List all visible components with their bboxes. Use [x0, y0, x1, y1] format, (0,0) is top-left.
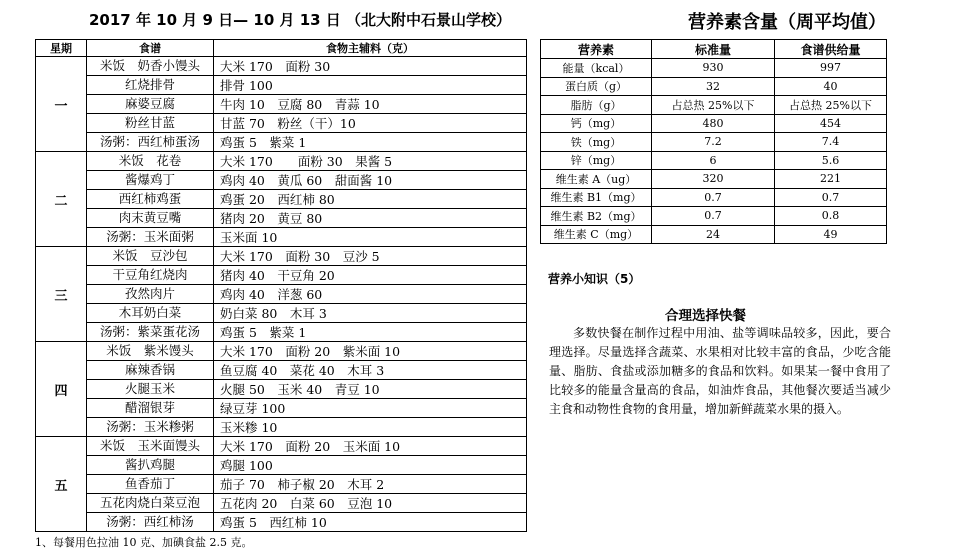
header-weekday: 星期	[36, 40, 87, 57]
menu-row	[36, 209, 527, 228]
menu-row	[36, 76, 527, 95]
nutrient-name-cell: 维生素 A（ug）	[541, 170, 652, 189]
menu-row	[36, 418, 527, 437]
dish-cell: 醋溜银芽	[87, 399, 214, 418]
menu-row	[36, 380, 527, 399]
menu-row	[36, 228, 527, 247]
ingredient-cell: 大米 170 面粉 30	[214, 57, 527, 76]
nutrition-row	[541, 207, 887, 226]
nutrition-row	[541, 114, 887, 133]
menu-row	[36, 437, 527, 456]
supply-value-cell: 7.4	[775, 133, 887, 152]
menu-row	[36, 342, 527, 361]
menu-row	[36, 361, 527, 380]
supply-value-cell: 49	[775, 225, 887, 244]
ingredient-cell: 大米 170 面粉 20 紫米面 10	[214, 342, 527, 361]
nutrition-row	[541, 133, 887, 152]
weekday-cell: 二	[36, 152, 87, 247]
ingredient-cell: 鸡肉 40 黄瓜 60 甜面酱 10	[214, 171, 527, 190]
dish-cell: 红烧排骨	[87, 76, 214, 95]
menu-row	[36, 133, 527, 152]
menu-row	[36, 57, 527, 76]
menu-row	[36, 114, 527, 133]
nutrient-name-cell: 铁（mg）	[541, 133, 652, 152]
supply-value-cell: 0.7	[775, 188, 887, 207]
dish-cell: 米饭 紫米馒头	[87, 342, 214, 361]
nutrition-table	[540, 39, 887, 244]
ingredient-cell: 鸡蛋 5 西红柿 10	[214, 513, 527, 532]
header-nutrient: 营养素	[541, 40, 652, 59]
menu-row	[36, 304, 527, 323]
supply-value-cell: 997	[775, 59, 887, 78]
ingredient-cell: 猪肉 20 黄豆 80	[214, 209, 527, 228]
menu-row	[36, 513, 527, 532]
dish-cell: 酱爆鸡丁	[87, 171, 214, 190]
standard-value-cell: 占总热 25%以下	[652, 96, 775, 115]
supply-value-cell: 40	[775, 77, 887, 96]
standard-value-cell: 930	[652, 59, 775, 78]
supply-value-cell: 占总热 25%以下	[775, 96, 887, 115]
menu-row	[36, 399, 527, 418]
nutrient-name-cell: 锌（mg）	[541, 151, 652, 170]
menu-row	[36, 171, 527, 190]
supply-value-cell: 5.6	[775, 151, 887, 170]
ingredient-cell: 猪肉 40 干豆角 20	[214, 266, 527, 285]
menu-row	[36, 95, 527, 114]
article-body: 多数快餐在制作过程中用油、盐等调味品较多，因此，要合理选择。尽量选择含蔬菜、水果相对比较丰富的食品，少吃含能量、脂肪、食盐或添加糖多的食品和饮料。如果某一餐中食用了比较多的能量含量高的食品，如油炸食品，其他餐次要适当减少主食和动物性食物的食用量，增加新鲜蔬菜水果的摄入。	[549, 326, 891, 416]
dish-cell: 米饭 玉米面馒头	[87, 437, 214, 456]
nutrient-name-cell: 蛋白质（g）	[541, 77, 652, 96]
header-ingredients: 食物主辅料（克）	[214, 40, 527, 57]
dish-cell: 粉丝甘蓝	[87, 114, 214, 133]
menu-header-row	[36, 40, 527, 57]
header-recipe: 食谱	[87, 40, 214, 57]
nutrient-name-cell: 维生素 C（mg）	[541, 225, 652, 244]
standard-value-cell: 24	[652, 225, 775, 244]
nutrition-header-row	[541, 40, 887, 59]
dish-cell: 麻辣香锅	[87, 361, 214, 380]
supply-value-cell: 454	[775, 114, 887, 133]
nutrition-row	[541, 170, 887, 189]
nutrition-row	[541, 151, 887, 170]
nutrient-name-cell: 钙（mg）	[541, 114, 652, 133]
footnote: 1、每餐用色拉油 10 克、加碘食盐 2.5 克。	[35, 536, 253, 549]
dish-cell: 五花肉烧白菜豆泡	[87, 494, 214, 513]
dish-cell: 木耳奶白菜	[87, 304, 214, 323]
dish-cell: 孜然肉片	[87, 285, 214, 304]
article-title: 合理选择快餐	[665, 308, 746, 324]
dish-cell: 米饭 豆沙包	[87, 247, 214, 266]
weekday-cell: 三	[36, 247, 87, 342]
header-supply: 食谱供给量	[775, 40, 887, 59]
ingredient-cell: 大米 170 面粉 30 果酱 5	[214, 152, 527, 171]
ingredient-cell: 大米 170 面粉 30 豆沙 5	[214, 247, 527, 266]
nutrient-name-cell: 维生素 B1（mg）	[541, 188, 652, 207]
standard-value-cell: 320	[652, 170, 775, 189]
ingredient-cell: 茄子 70 柿子椒 20 木耳 2	[214, 475, 527, 494]
dish-cell: 鱼香茄丁	[87, 475, 214, 494]
menu-row	[36, 247, 527, 266]
ingredient-cell: 火腿 50 玉米 40 青豆 10	[214, 380, 527, 399]
menu-row	[36, 152, 527, 171]
menu-row	[36, 456, 527, 475]
ingredient-cell: 鸡蛋 20 西红柿 80	[214, 190, 527, 209]
ingredient-cell: 鸡腿 100	[214, 456, 527, 475]
dish-cell: 汤粥：玉米糁粥	[87, 418, 214, 437]
menu-row	[36, 266, 527, 285]
nutrition-title: 营养素含量（周平均值）	[688, 12, 886, 33]
menu-title: 2017 年 10 月 9 日— 10 月 13 日 （北大附中石景山学校）	[88, 11, 512, 29]
ingredient-cell: 玉米面 10	[214, 228, 527, 247]
dish-cell: 肉末黄豆嘴	[87, 209, 214, 228]
nutrition-row	[541, 225, 887, 244]
nutrient-name-cell: 脂肪（g）	[541, 96, 652, 115]
knowledge-heading: 营养小知识（5）	[548, 272, 641, 286]
dish-cell: 汤粥：玉米面粥	[87, 228, 214, 247]
nutrition-row	[541, 77, 887, 96]
ingredient-cell: 牛肉 10 豆腐 80 青蒜 10	[214, 95, 527, 114]
header-standard: 标准量	[652, 40, 775, 59]
ingredient-cell: 五花肉 20 白菜 60 豆泡 10	[214, 494, 527, 513]
standard-value-cell: 0.7	[652, 207, 775, 226]
standard-value-cell: 0.7	[652, 188, 775, 207]
dish-cell: 酱扒鸡腿	[87, 456, 214, 475]
weekday-cell: 五	[36, 437, 87, 532]
standard-value-cell: 480	[652, 114, 775, 133]
ingredient-cell: 玉米糁 10	[214, 418, 527, 437]
nutrition-row	[541, 96, 887, 115]
dish-cell: 米饭 花卷	[87, 152, 214, 171]
nutrition-row	[541, 59, 887, 78]
ingredient-cell: 绿豆芽 100	[214, 399, 527, 418]
ingredient-cell: 甘蓝 70 粉丝（干）10	[214, 114, 527, 133]
nutrient-name-cell: 维生素 B2（mg）	[541, 207, 652, 226]
ingredient-cell: 鱼豆腐 40 菜花 40 木耳 3	[214, 361, 527, 380]
weekday-cell: 四	[36, 342, 87, 437]
menu-table	[35, 39, 527, 532]
weekday-cell: 一	[36, 57, 87, 152]
ingredient-cell: 大米 170 面粉 20 玉米面 10	[214, 437, 527, 456]
dish-cell: 汤粥：西红柿汤	[87, 513, 214, 532]
standard-value-cell: 6	[652, 151, 775, 170]
nutrient-name-cell: 能量（kcal）	[541, 59, 652, 78]
ingredient-cell: 鸡蛋 5 紫菜 1	[214, 133, 527, 152]
standard-value-cell: 7.2	[652, 133, 775, 152]
ingredient-cell: 奶白菜 80 木耳 3	[214, 304, 527, 323]
dish-cell: 火腿玉米	[87, 380, 214, 399]
dish-cell: 汤粥：西红柿蛋汤	[87, 133, 214, 152]
nutrition-row	[541, 188, 887, 207]
supply-value-cell: 221	[775, 170, 887, 189]
menu-row	[36, 494, 527, 513]
dish-cell: 米饭 奶香小馒头	[87, 57, 214, 76]
dish-cell: 西红柿鸡蛋	[87, 190, 214, 209]
dish-cell: 汤粥：紫菜蛋花汤	[87, 323, 214, 342]
dish-cell: 干豆角红烧肉	[87, 266, 214, 285]
ingredient-cell: 排骨 100	[214, 76, 527, 95]
menu-row	[36, 285, 527, 304]
dish-cell: 麻婆豆腐	[87, 95, 214, 114]
menu-row	[36, 190, 527, 209]
standard-value-cell: 32	[652, 77, 775, 96]
supply-value-cell: 0.8	[775, 207, 887, 226]
ingredient-cell: 鸡肉 40 洋葱 60	[214, 285, 527, 304]
menu-row	[36, 323, 527, 342]
menu-row	[36, 475, 527, 494]
ingredient-cell: 鸡蛋 5 紫菜 1	[214, 323, 527, 342]
